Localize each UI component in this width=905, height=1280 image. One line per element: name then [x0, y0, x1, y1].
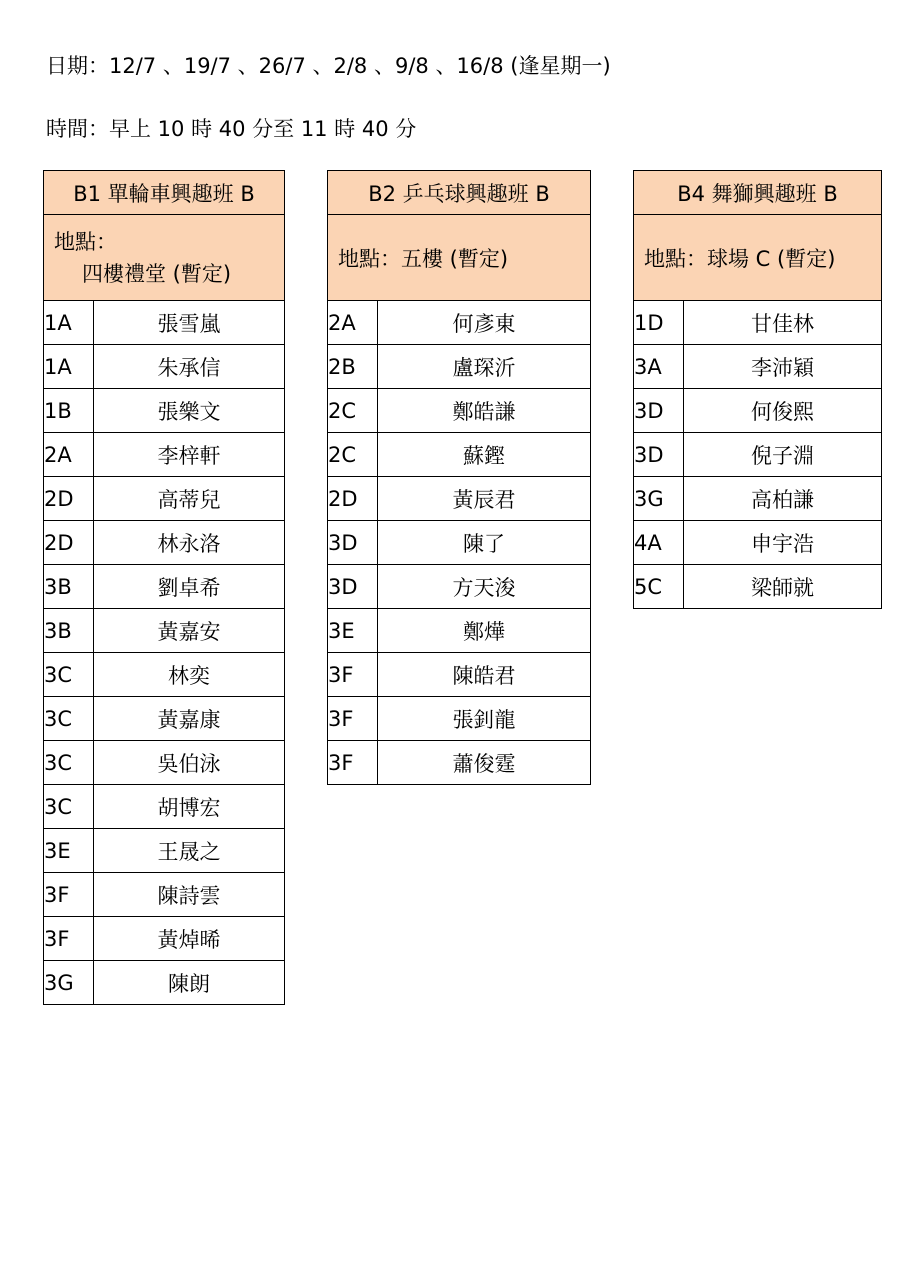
table-row [328, 301, 591, 345]
student-class: 3E [328, 609, 378, 653]
student-name: 劉卓希 [94, 565, 285, 609]
table-row [328, 345, 591, 389]
table-row [328, 389, 591, 433]
student-class: 1A [44, 345, 94, 389]
student-name: 朱承信 [94, 345, 285, 389]
table-row [634, 565, 882, 609]
table-row [44, 917, 285, 961]
student-name: 陳了 [378, 521, 591, 565]
student-name: 王晟之 [94, 829, 285, 873]
student-class: 3F [328, 653, 378, 697]
student-name: 申宇浩 [684, 521, 882, 565]
student-name: 方天浚 [378, 565, 591, 609]
student-class: 2C [328, 433, 378, 477]
student-name: 何彥東 [378, 301, 591, 345]
table-row [634, 433, 882, 477]
student-name: 高柏謙 [684, 477, 882, 521]
student-name: 胡博宏 [94, 785, 285, 829]
student-class: 2D [44, 521, 94, 565]
student-class: 3C [44, 653, 94, 697]
table-row [44, 609, 285, 653]
table-row [328, 433, 591, 477]
student-class: 1D [634, 301, 684, 345]
student-class: 3B [44, 609, 94, 653]
table-row [328, 477, 591, 521]
table-row [634, 521, 882, 565]
table-row [634, 345, 882, 389]
student-name: 張釗龍 [378, 697, 591, 741]
student-class: 2C [328, 389, 378, 433]
table-row [44, 829, 285, 873]
table-location: 地點：五樓 (暫定) [328, 215, 591, 301]
student-class: 1A [44, 301, 94, 345]
student-name: 李沛穎 [684, 345, 882, 389]
student-class: 2A [328, 301, 378, 345]
student-name: 李梓軒 [94, 433, 285, 477]
student-name: 高蒂兒 [94, 477, 285, 521]
student-name: 倪子淵 [684, 433, 882, 477]
student-class: 2D [44, 477, 94, 521]
table-row [328, 653, 591, 697]
location-value: 四樓禮堂 (暫定) [82, 261, 232, 286]
table-row [44, 741, 285, 785]
student-name: 蘇鏗 [378, 433, 591, 477]
table-b1-unicycle [43, 170, 285, 1005]
table-row [328, 741, 591, 785]
table-row [44, 477, 285, 521]
table-row [634, 301, 882, 345]
student-name: 黃嘉康 [94, 697, 285, 741]
table-row [44, 961, 285, 1005]
table-row [328, 565, 591, 609]
student-class: 3C [44, 785, 94, 829]
table-row [44, 521, 285, 565]
student-class: 3G [634, 477, 684, 521]
table-title: B2 乒乓球興趣班 B [328, 171, 591, 215]
student-name: 林永洛 [94, 521, 285, 565]
date-line: 日期：12/7 、19/7 、26/7 、2/8 、9/8 、16/8 (逢星期一) [46, 54, 611, 78]
table-row [634, 389, 882, 433]
table-row [328, 697, 591, 741]
student-class: 3D [634, 389, 684, 433]
student-class: 3B [44, 565, 94, 609]
table-title: B1 單輪車興趣班 B [44, 171, 285, 215]
student-class: 5C [634, 565, 684, 609]
student-class: 3G [44, 961, 94, 1005]
student-name: 黃辰君 [378, 477, 591, 521]
student-name: 吳伯泳 [94, 741, 285, 785]
student-class: 3D [328, 565, 378, 609]
student-name: 張雪嵐 [94, 301, 285, 345]
student-class: 3D [328, 521, 378, 565]
student-class: 3F [44, 917, 94, 961]
student-name: 陳朗 [94, 961, 285, 1005]
table-row [44, 873, 285, 917]
location-label: 地點： [54, 229, 117, 254]
table-row [44, 389, 285, 433]
student-class: 2B [328, 345, 378, 389]
student-name: 張樂文 [94, 389, 285, 433]
student-class: 3F [44, 873, 94, 917]
student-name: 黃焯晞 [94, 917, 285, 961]
table-row [44, 785, 285, 829]
time-line: 時間：早上 10 時 40 分至 11 時 40 分 [46, 117, 417, 141]
student-class: 3F [328, 697, 378, 741]
student-name: 林奕 [94, 653, 285, 697]
student-name: 盧琛沂 [378, 345, 591, 389]
student-class: 3A [634, 345, 684, 389]
student-name: 黃嘉安 [94, 609, 285, 653]
table-row [634, 477, 882, 521]
student-name: 陳詩雲 [94, 873, 285, 917]
student-class: 1B [44, 389, 94, 433]
table-row [44, 433, 285, 477]
student-class: 3C [44, 697, 94, 741]
student-class: 3F [328, 741, 378, 785]
table-location [44, 215, 285, 301]
student-name: 梁師就 [684, 565, 882, 609]
student-name: 甘佳林 [684, 301, 882, 345]
student-name: 蕭俊霆 [378, 741, 591, 785]
student-name: 何俊熙 [684, 389, 882, 433]
table-b2-table-tennis [327, 170, 591, 785]
student-class: 3E [44, 829, 94, 873]
student-name: 陳皓君 [378, 653, 591, 697]
table-row [44, 653, 285, 697]
table-b4-lion-dance [633, 170, 882, 609]
table-row [44, 301, 285, 345]
table-row [44, 345, 285, 389]
student-class: 3C [44, 741, 94, 785]
student-name: 鄭燁 [378, 609, 591, 653]
table-title: B4 舞獅興趣班 B [634, 171, 882, 215]
student-name: 鄭皓謙 [378, 389, 591, 433]
student-class: 2A [44, 433, 94, 477]
student-class: 4A [634, 521, 684, 565]
table-row [44, 697, 285, 741]
table-row [44, 565, 285, 609]
table-location: 地點：球場 C (暫定) [634, 215, 882, 301]
student-class: 2D [328, 477, 378, 521]
student-class: 3D [634, 433, 684, 477]
table-row [328, 521, 591, 565]
table-row [328, 609, 591, 653]
